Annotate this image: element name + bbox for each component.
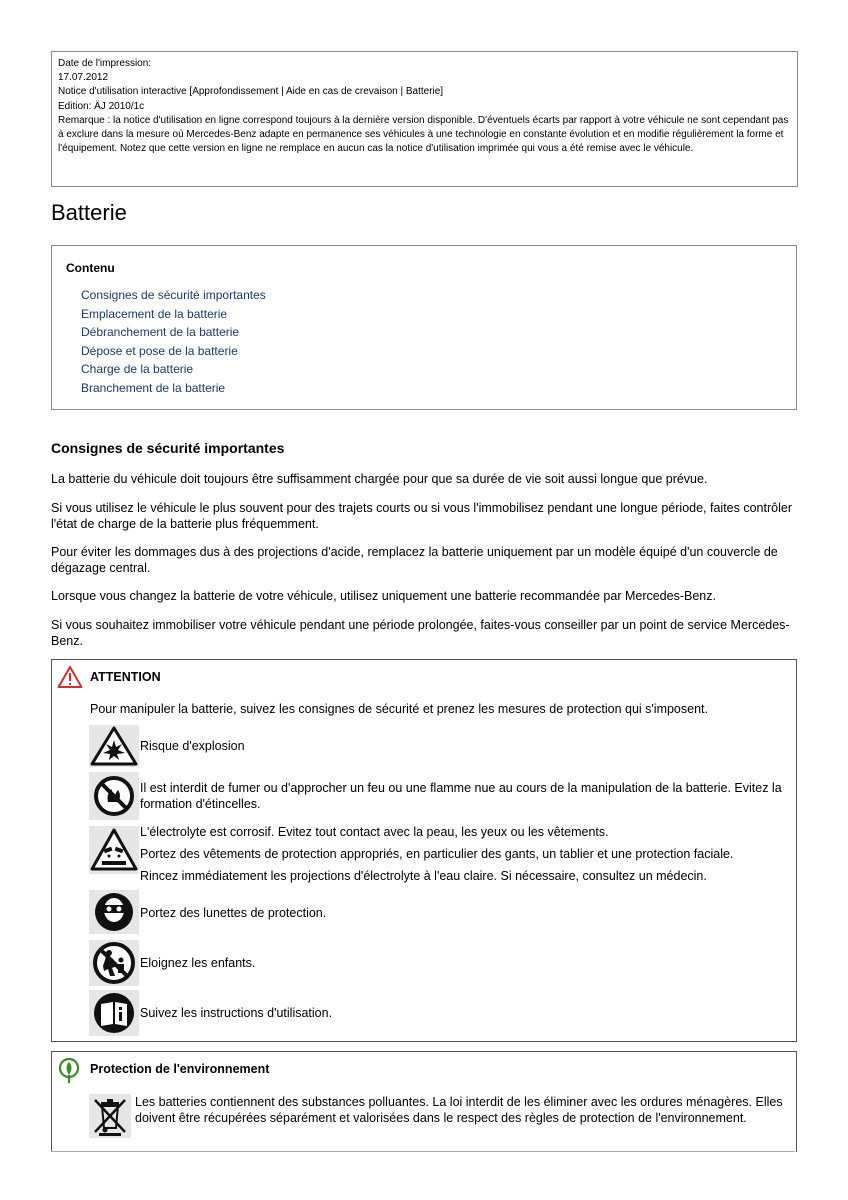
toc-link[interactable]: Charge de la batterie	[81, 362, 194, 377]
environment-label: Protection de l'environnement	[90, 1062, 270, 1076]
warning-intro: Pour manipuler la batterie, suivez les consignes de sécurité et prenez les mesures de protection qui s'imposent.	[90, 702, 708, 716]
page-title: Batterie	[51, 200, 127, 225]
paragraph: Si vous souhaitez immobiliser votre véhicule pendant une période prolongée, faites-vous conseiller par un point de service Mercedes-Benz.	[51, 618, 790, 648]
environment-leaf-icon	[57, 1058, 81, 1084]
toc-link[interactable]: Débranchement de la batterie	[81, 325, 240, 340]
print-remark: Remarque : la notice d'utilisation en ligne correspond toujours à la dernière version disponible. D'éventuels écarts par rapport à votre véhicule ne sont cependant pas à exclure dans la mesure où Mercedes-Benz adapte en permanence ses véhicules à une technologie en constante évolution et en modifie régulièrement la forme et l'équipement. Notez que cette version en ligne ne remplace en aucun cas la notice d'utilisation imprimée qui vous a été remise avec le véhicule.	[58, 114, 789, 155]
print-date-label: Date de l'impression:	[58, 58, 152, 69]
no-fire-icon	[89, 772, 139, 820]
paragraph: Lorsque vous changez la batterie de votre véhicule, utilisez uniquement une batterie recommandée par Mercedes-Benz.	[51, 589, 716, 603]
corrosive-hazard-icon	[89, 826, 139, 874]
toc-link[interactable]: Branchement de la batterie	[81, 380, 226, 395]
crossed-bin-icon	[89, 1094, 131, 1138]
warning-triangle-icon	[57, 665, 83, 689]
acid-text-2: Portez des vêtements de protection appropriés, en particulier des gants, un tablier et une protection faciale.	[140, 847, 734, 861]
toc-list	[81, 286, 266, 398]
children-text: Eloignez les enfants.	[140, 956, 256, 970]
manual-text: Suivez les instructions d'utilisation.	[140, 1006, 333, 1020]
acid-text-1: L'électrolyte est corrosif. Evitez tout contact avec la peau, les yeux ou les vêtements.	[140, 825, 609, 839]
toc-box	[51, 245, 797, 410]
goggles-text: Portez des lunettes de protection.	[140, 906, 327, 920]
print-edition: Edition: ÄJ 2010/1c	[58, 100, 145, 112]
print-date-value: 17.07.2012	[58, 72, 109, 84]
environment-box	[51, 1051, 797, 1152]
acid-text-3: Rincez immédiatement les projections d'électrolyte à l'eau claire. Si nécessaire, consultez un médecin.	[140, 869, 707, 883]
toc-heading: Contenu	[66, 261, 115, 275]
warning-box	[51, 659, 797, 1042]
explosion-text: Risque d'explosion	[140, 739, 245, 753]
read-manual-icon	[89, 990, 139, 1036]
toc-link[interactable]: Consignes de sécurité importantes	[81, 288, 266, 302]
goggles-icon	[89, 890, 139, 934]
section-title: Consignes de sécurité importantes	[51, 440, 285, 456]
toc-link[interactable]: Dépose et pose de la batterie	[81, 343, 238, 358]
paragraph: Si vous utilisez le véhicule le plus souvent pour des trajets courts ou si vous l'immobilisez pendant une longue période, faites contrôler l'état de charge de la batterie plus fréquemment.	[51, 501, 792, 531]
warning-label: ATTENTION	[90, 670, 161, 684]
explosion-hazard-icon	[89, 725, 139, 767]
paragraph: Pour éviter les dommages dus à des projections d'acide, remplacez la batterie uniquement par un modèle équipé d'un couvercle de dégazage central.	[51, 545, 778, 575]
keep-away-children-icon	[89, 940, 139, 986]
environment-text: Les batteries contiennent des substances polluantes. La loi interdit de les éliminer avec les ordures ménagères. Elles doivent être récupérées séparément et valorisées dans le respect des règles de protection de l'environnement.	[135, 1095, 783, 1125]
print-notice: Notice d'utilisation interactive [Approfondissement | Aide en cas de crevaison | Batterie]	[58, 86, 444, 98]
toc-link[interactable]: Emplacement de la batterie	[81, 306, 228, 321]
paragraph: La batterie du véhicule doit toujours être suffisamment chargée pour que sa durée de vie soit aussi longue que prévue.	[51, 472, 708, 486]
print-info-box	[51, 51, 798, 187]
no-fire-text: Il est interdit de fumer ou d'approcher un feu ou une flamme nue au cours de la manipulation de la batterie. Evitez la formation d'étincelles.	[140, 781, 782, 811]
page-divider	[51, 1151, 795, 1152]
